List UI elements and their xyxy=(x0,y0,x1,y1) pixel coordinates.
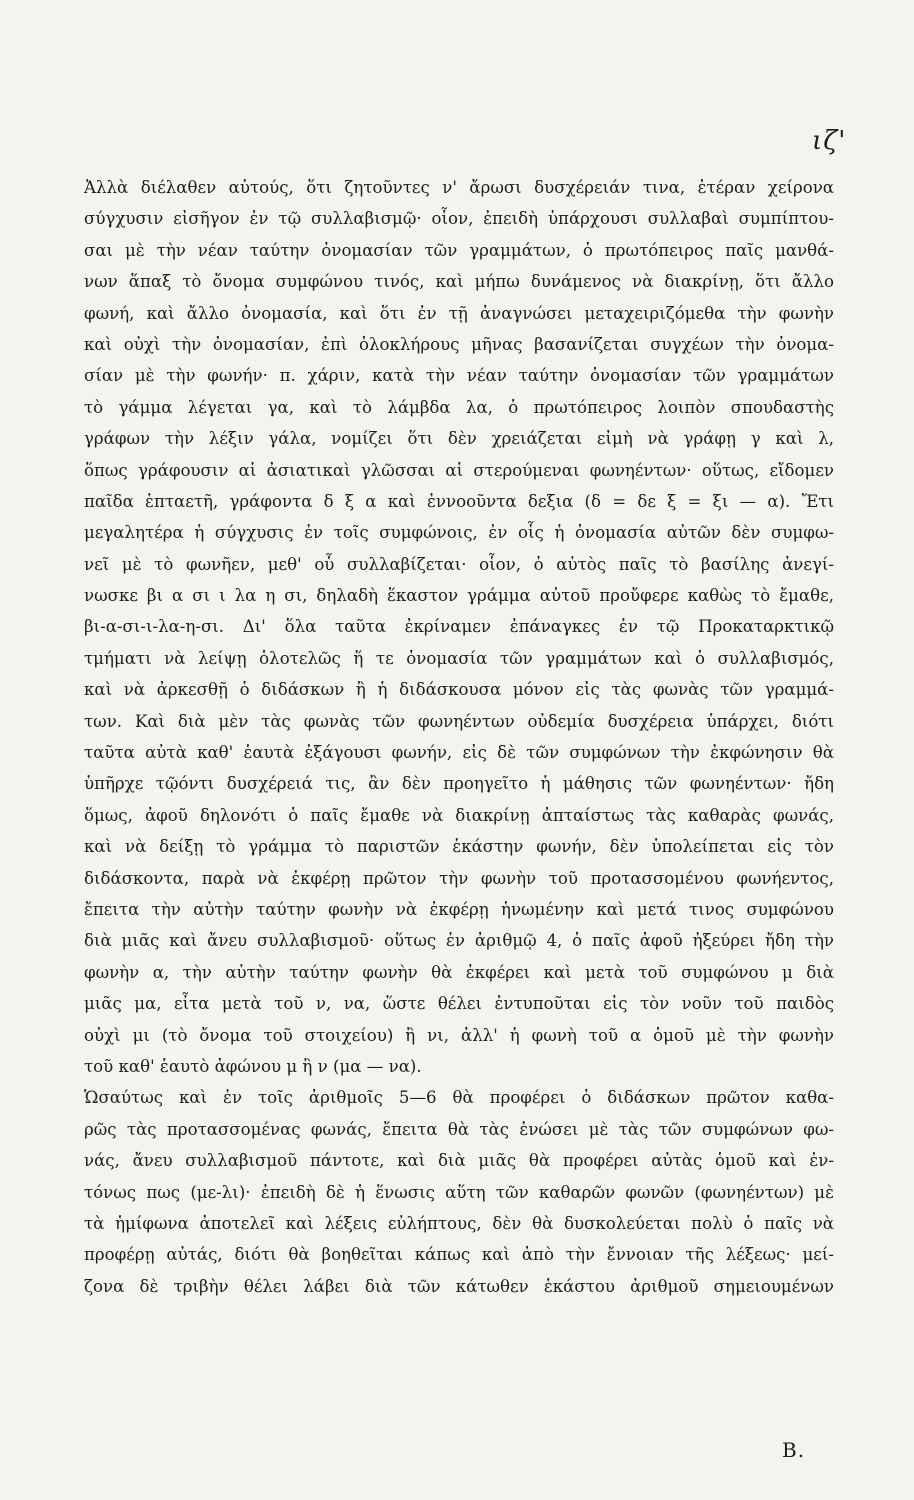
text-line: νάς, ἄνευ συλλαβισμοῦ πάντοτε, καὶ διὰ μιᾶς θὰ προφέρει αὐτὰς ὁμοῦ καὶ ἐν- xyxy=(84,1151,834,1171)
text-line: νεῖ μὲ τὸ φωνῆεν, μεθ' οὗ συλλαβίζεται· οἷον, ὁ αὐτὸς παῖς τὸ βασίλης ἀνεγί- xyxy=(84,554,834,574)
text-line: ὅμως, ἀφοῦ δηλονότι ὁ παῖς ἔμαθε νὰ διακρίνῃ ἀπταίστως τὰς καθαρὰς φωνάς, xyxy=(84,805,834,825)
text-line: καὶ νὰ δείξῃ τὸ γράμμα τὸ παριστῶν ἑκάστην φωνήν, δὲν ὑπολείπεται εἰς τὸν xyxy=(84,837,834,857)
text-line: των. Καὶ διὰ μὲν τὰς φωνὰς τῶν φωνηέντων οὐδεμία δυσχέρεια ὑπάρχει, διότι xyxy=(84,711,834,731)
paragraph-2 xyxy=(84,1082,834,1302)
text-line: σίαν μὲ τὴν φωνήν· π. χάριν, κατὰ τὴν νέαν ταύτην ὀνομασίαν τῶν γραμμάτων xyxy=(84,366,834,386)
text-line: διὰ μιᾶς καὶ ἄνευ συλλαβισμοῦ· οὕτως ἐν ἀριθμῷ 4, ὁ παῖς ἀφοῦ ἠξεύρει ἤδη τὴν xyxy=(84,931,834,951)
signature-mark: Β. xyxy=(782,1438,806,1462)
text-line: ζονα δὲ τριβὴν θέλει λάβει διὰ τῶν κάτωθεν ἑκάστου ἀριθμοῦ σημειουμένων xyxy=(84,1276,834,1296)
text-line: τμήματι νὰ λείψῃ ὁλοτελῶς ἥ τε ὀνομασία τῶν γραμμάτων καὶ ὁ συλλαβισμός, xyxy=(84,648,834,668)
text-line: τὸ γάμμα λέγεται γα, καὶ τὸ λάμβδα λα, ὁ πρωτόπειρος λοιπὸν σπουδαστὴς xyxy=(84,397,834,417)
text-line: ὑπῆρχε τῷόντι δυσχέρειά τις, ἂν δὲν προηγεῖτο ἡ μάθησις τῶν φωνηέντων· ἤδη xyxy=(84,774,834,794)
text-line: παῖδα ἑπταετῆ, γράφοντα δ ξ α καὶ ἐννοοῦντα δεξια (δ = δε ξ = ξι — α). Ἔτι xyxy=(84,491,834,511)
text-line: μεγαλητέρα ἡ σύγχυσις ἐν τοῖς συμφώνοις, ἐν οἷς ἡ ὀνομασία αὐτῶν δὲν συμφω- xyxy=(84,523,834,543)
text-line: σύγχυσιν εἰσῆγον ἐν τῷ συλλαβισμῷ· οἷον, ἐπειδὴ ὑπάρχουσι συλλαβαὶ συμπίπτου- xyxy=(84,209,834,229)
text-line: ρῶς τὰς προτασσομένας φωνάς, ἔπειτα θὰ τὰς ἑνώσει μὲ τὰς τῶν συμφώνων φω- xyxy=(84,1119,834,1139)
text-line: σαι μὲ τὴν νέαν ταύτην ὀνομασίαν τῶν γραμμάτων, ὁ πρωτόπειρος παῖς μανθά- xyxy=(84,240,834,260)
text-line: φωνὴν α, τὴν αὐτὴν ταύτην φωνὴν θὰ ἐκφέρει καὶ μετὰ τοῦ συμφώνου μ διὰ xyxy=(84,962,834,982)
text-line: τὰ ἡμίφωνα ἀποτελεῖ καὶ λέξεις εὐλήπτους, δὲν θὰ δυσκολεύεται πολὺ ὁ παῖς νὰ xyxy=(84,1213,834,1233)
text-line: διδάσκοντα, παρὰ νὰ ἐκφέρῃ πρῶτον τὴν φωνὴν τοῦ προτασσομένου φωνήεντος, xyxy=(84,868,834,888)
text-line: καὶ οὐχὶ τὴν ὀνομασίαν, ἐπὶ ὁλοκλήρους μῆνας βασανίζεται συγχέων τὴν ὀνομα- xyxy=(84,334,834,354)
page-number: ιζ' xyxy=(812,126,847,156)
text-line: νων ἅπαξ τὸ ὄνομα συμφώνου τινός, καὶ μήπω δυνάμενος νὰ διακρίνῃ, ὅτι ἄλλο xyxy=(84,272,834,292)
text-line: τόνως πως (με-λι)· ἐπειδὴ δὲ ἡ ἕνωσις αὕτη τῶν καθαρῶν φωνῶν (φωνηέντων) μὲ xyxy=(84,1182,834,1202)
text-line: φωνή, καὶ ἄλλο ὀνομασία, καὶ ὅτι ἐν τῇ ἀναγνώσει μεταχειριζόμεθα τὴν φωνὴν xyxy=(84,303,834,323)
text-line: μιᾶς μα, εἶτα μετὰ τοῦ ν, να, ὥστε θέλει ἐντυποῦται εἰς τὸν νοῦν τοῦ παιδὸς xyxy=(84,994,834,1014)
text-line: ὅπως γράφουσιν αἱ ἀσιατικαὶ γλῶσσαι αἱ στερούμεναι φωνηέντων· οὕτως, εἴδομεν xyxy=(84,460,834,480)
text-line: οὐχὶ μι (τὸ ὄνομα τοῦ στοιχείου) ἢ νι, ἀλλ' ἡ φωνὴ τοῦ α ὁμοῦ μὲ τὴν φωνὴν xyxy=(84,1025,834,1045)
text-line: ἔπειτα τὴν αὐτὴν ταύτην φωνὴν νὰ ἐκφέρῃ ἡνωμένην καὶ μετά τινος συμφώνου xyxy=(84,899,834,919)
text-line: νωσκε βι α σι ι λα η σι, δηλαδὴ ἕκαστον γράμμα αὐτοῦ προὔφερε καθὼς τὸ ἔμαθε, xyxy=(84,586,834,606)
text-line: Ἀλλὰ διέλαθεν αὐτούς, ὅτι ζητοῦντες ν' ἄρωσι δυσχέρειάν τινα, ἑτέραν χείρονα xyxy=(84,178,834,197)
text-line: Ὡσαύτως καὶ ἐν τοῖς ἀριθμοῖς 5—6 θὰ προφέρει ὁ διδάσκων πρῶτον καθα- xyxy=(84,1088,834,1108)
text-line: γράφων τὴν λέξιν γάλα, νομίζει ὅτι δὲν χρειάζεται εἰμὴ νὰ γράφῃ γ καὶ λ, xyxy=(84,429,834,449)
paragraph-1 xyxy=(84,172,834,1082)
text-line: βι-α-σι-ι-λα-η-σι. Δι' ὅλα ταῦτα ἐκρίναμεν ἐπάναγκες ἐν τῷ Προκαταρκτικῷ xyxy=(84,617,834,637)
body-text xyxy=(84,172,834,1302)
text-line: ταῦτα αὐτὰ καθ' ἑαυτὰ ἐξάγουσι φωνήν, εἰς δὲ τῶν συμφώνων τὴν ἐκφώνησιν θὰ xyxy=(84,743,834,763)
text-line: τοῦ καθ' ἑαυτὸ ἀφώνου μ ἢ ν (μα — να). xyxy=(84,1056,422,1076)
text-line: καὶ νὰ ἀρκεσθῇ ὁ διδάσκων ἢ ἡ διδάσκουσα μόνον εἰς τὰς φωνὰς τῶν γραμμά- xyxy=(84,680,834,700)
text-line: προφέρῃ αὐτάς, διότι θὰ βοηθεῖται κάπως καὶ ἀπὸ τὴν ἔννοιαν τῆς λέξεως· μεί- xyxy=(84,1245,834,1265)
